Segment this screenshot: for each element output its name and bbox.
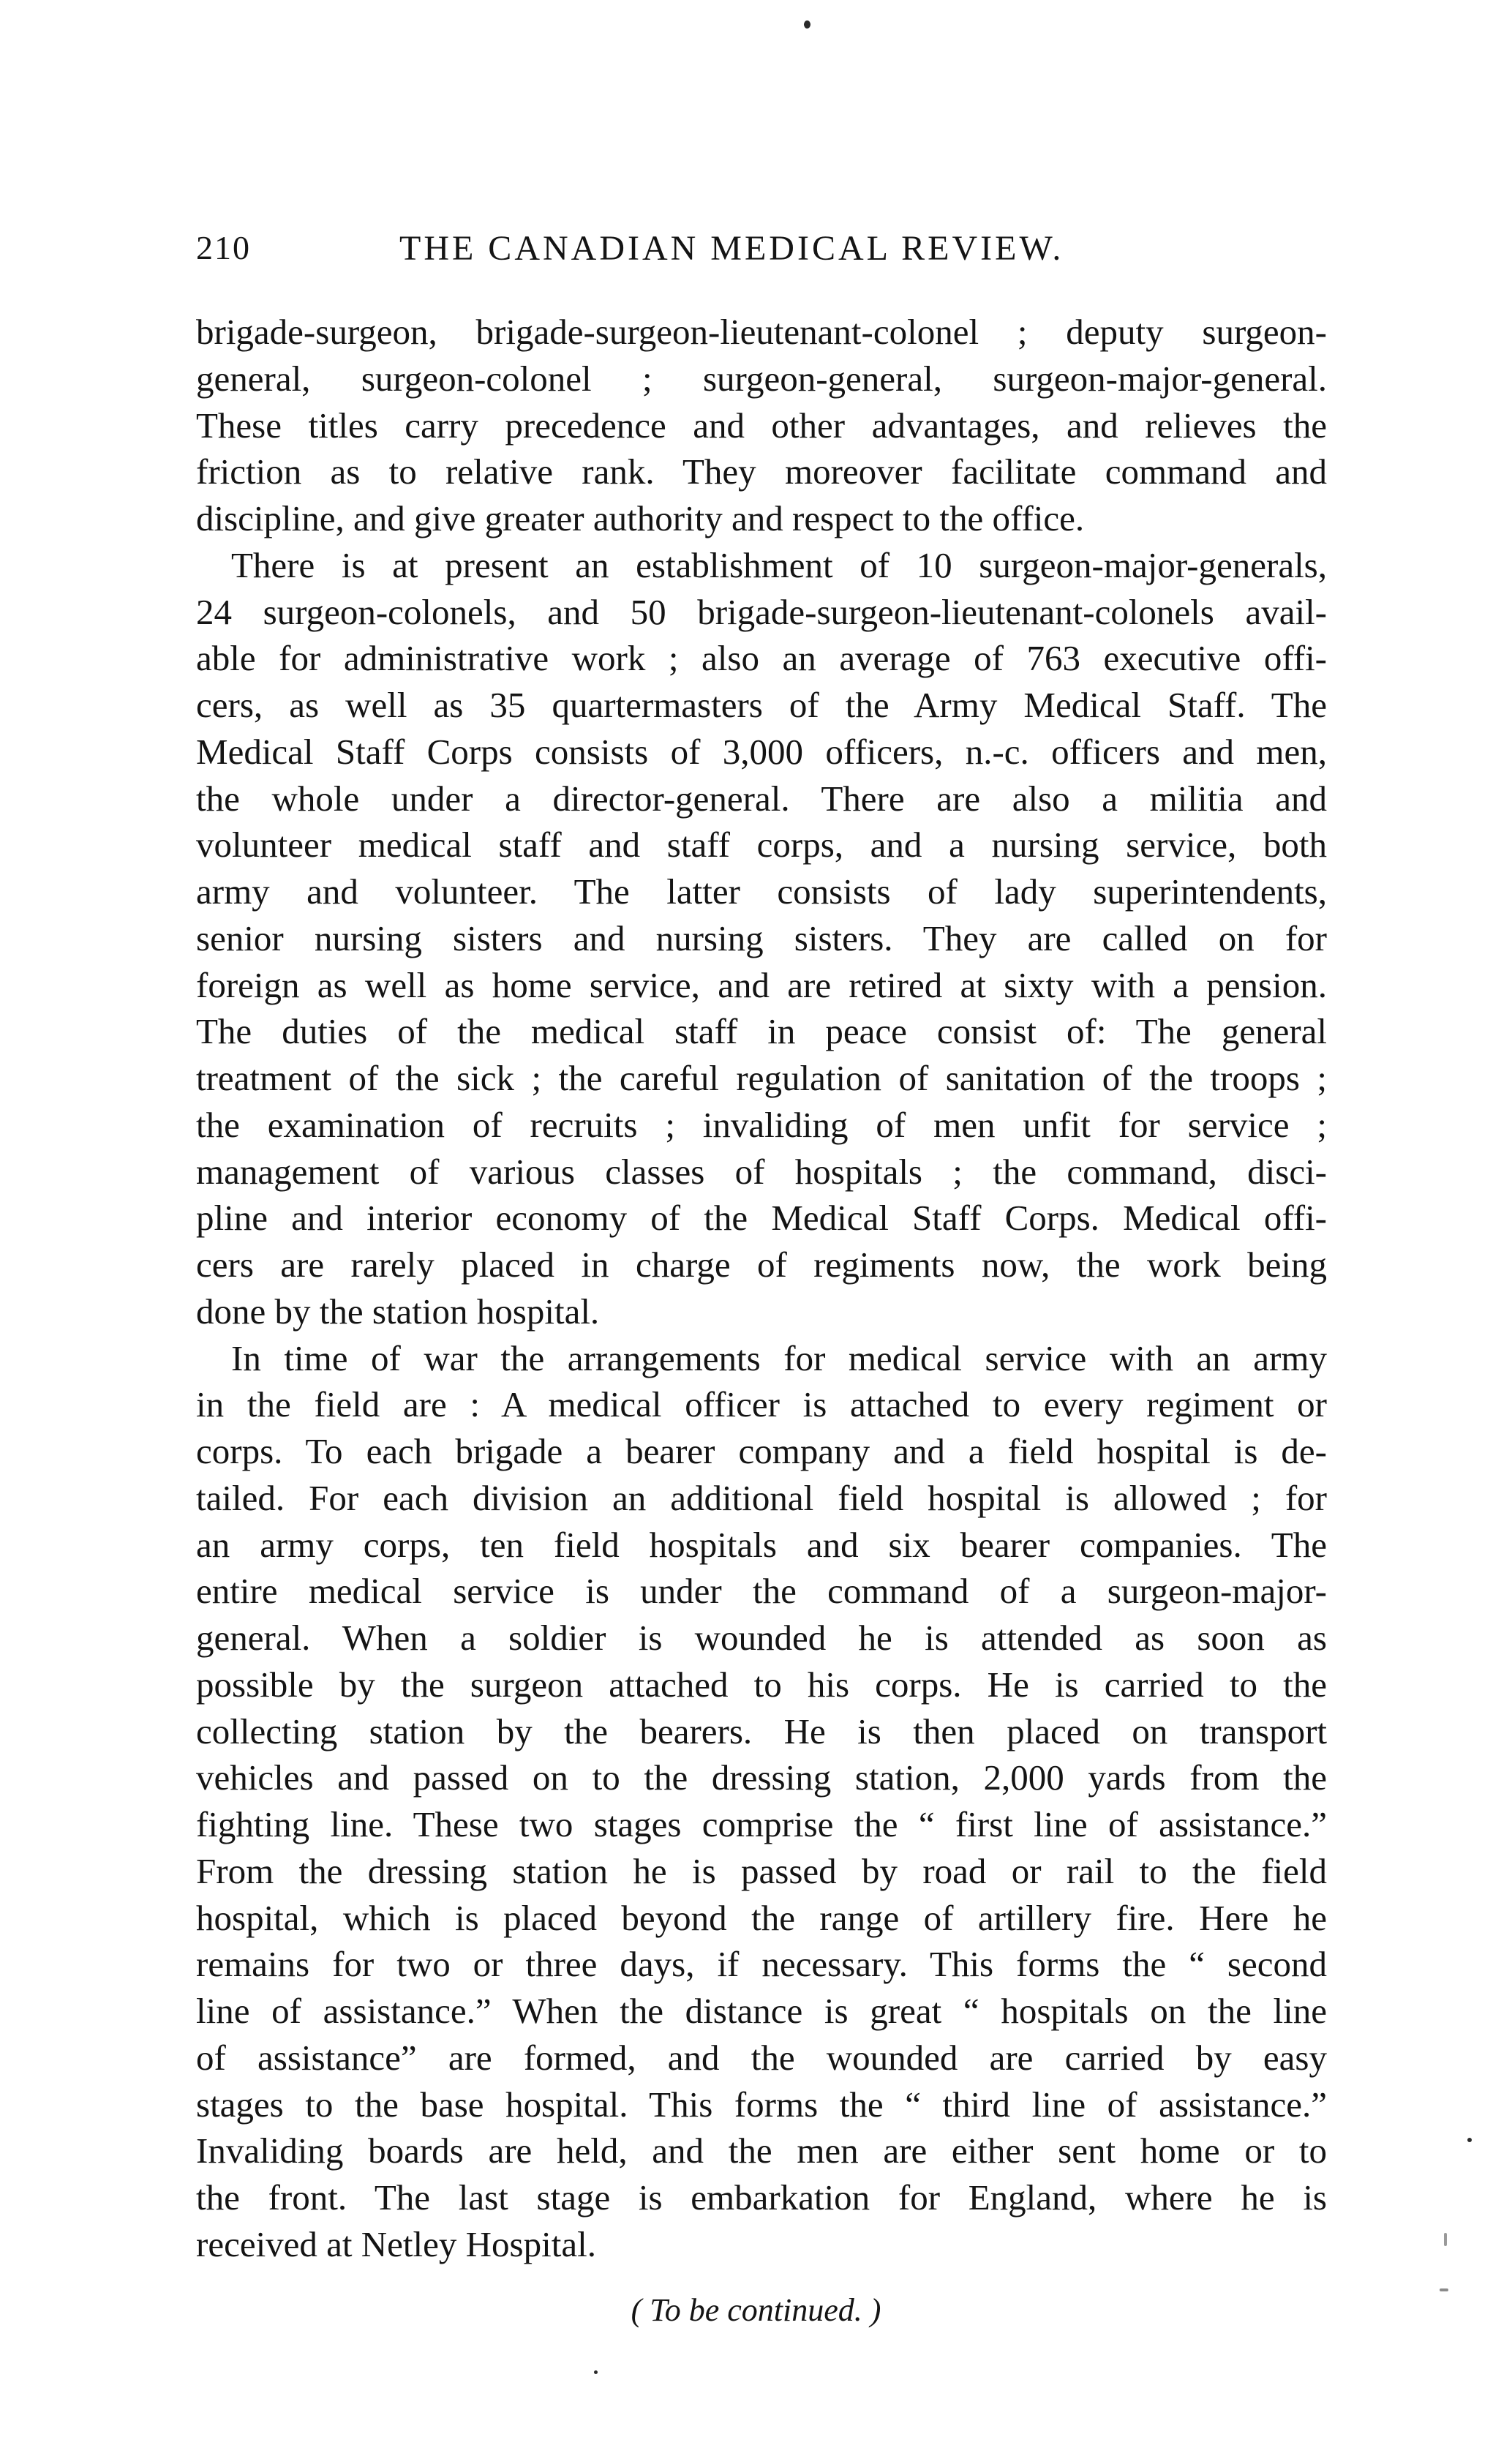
print-speck: [804, 20, 810, 29]
text-line: cers are rarely placed in charge of regiments now, the work being: [196, 1244, 1327, 1285]
margin-speck: [1444, 2233, 1447, 2246]
text-line: able for administrative work ; also an average of 763 executive offi-: [196, 638, 1327, 679]
journal-title: THE CANADIAN MEDICAL REVIEW.: [399, 229, 1064, 268]
text-line: cers, as well as 35 quartermasters of the Army Medical Staff. The: [196, 685, 1327, 725]
text-line: volunteer medical staff and staff corps, and a nursing service, both: [196, 825, 1327, 865]
page-number: 210: [196, 229, 251, 266]
text-line: in the field are : A medical officer is attached to every regiment or: [196, 1384, 1327, 1425]
text-line: stages to the base hospital. This forms the “ third line of assistance.”: [196, 2084, 1327, 2125]
text-line: army and volunteer. The latter consists of lady superintendents,: [196, 871, 1327, 912]
text-line: These titles carry precedence and other advantages, and relieves the: [196, 405, 1327, 446]
body-text: [196, 309, 1327, 2268]
text-line: collecting station by the bearers. He is then placed on transport: [196, 1711, 1327, 1751]
text-line: friction as to relative rank. They moreover facilitate command and: [196, 451, 1327, 492]
text-line: the examination of recruits ; invaliding of men unfit for service ;: [196, 1104, 1327, 1145]
margin-speck: [1467, 2138, 1472, 2142]
text-line: management of various classes of hospitals ; the command, disci-: [196, 1151, 1327, 1192]
text-line: vehicles and passed on to the dressing station, 2,000 yards from the: [196, 1757, 1327, 1798]
text-line: corps. To each brigade a bearer company and a field hospital is de-: [196, 1431, 1327, 1471]
text-line: received at Netley Hospital.: [196, 2223, 596, 2264]
text-line: brigade-surgeon, brigade-surgeon-lieutenant-colonel ; deputy surgeon-: [196, 312, 1327, 352]
text-line: 24 surgeon-colonels, and 50 brigade-surgeon-lieutenant-colonels avail-: [196, 591, 1327, 632]
text-line: From the dressing station he is passed by road or rail to the field: [196, 1850, 1327, 1891]
text-line: There is at present an establishment of 10 surgeon-major-generals,: [231, 544, 1327, 585]
margin-speck: [1440, 2288, 1448, 2291]
text-line: of assistance” are formed, and the wounded are carried by easy: [196, 2037, 1327, 2078]
text-line: remains for two or three days, if necessary. This forms the “ second: [196, 1944, 1327, 1985]
text-line: Invaliding boards are held, and the men are either sent home or to: [196, 2130, 1327, 2171]
continued-note: ( To be continued. ): [631, 2292, 881, 2328]
text-line: senior nursing sisters and nursing sisters. They are called on for: [196, 917, 1327, 958]
text-line: general. When a soldier is wounded he is attended as soon as: [196, 1618, 1327, 1658]
text-line: done by the station hospital.: [196, 1291, 600, 1332]
text-line: The duties of the medical staff in peace consist of: The general: [196, 1011, 1327, 1052]
text-line: an army corps, ten field hospitals and six bearer companies. The: [196, 1524, 1327, 1565]
text-line: foreign as well as home service, and are retired at sixty with a pension.: [196, 964, 1327, 1005]
text-line: treatment of the sick ; the careful regulation of sanitation of the troops ;: [196, 1058, 1327, 1098]
text-line: hospital, which is placed beyond the range of artillery fire. Here he: [196, 1897, 1327, 1938]
text-line: fighting line. These two stages comprise the “ first line of assistance.”: [196, 1804, 1327, 1844]
text-line: Medical Staff Corps consists of 3,000 officers, n.-c. officers and men,: [196, 731, 1327, 772]
text-line: the front. The last stage is embarkation for England, where he is: [196, 2177, 1327, 2218]
text-line: entire medical service is under the command of a surgeon-major-: [196, 1571, 1327, 1612]
text-line: possible by the surgeon attached to his corps. He is carried to the: [196, 1664, 1327, 1705]
text-line: the whole under a director-general. There are also a militia and: [196, 778, 1327, 819]
text-line: line of assistance.” When the distance is great “ hospitals on the line: [196, 1991, 1327, 2031]
text-line: pline and interior economy of the Medical Staff Corps. Medical offi-: [196, 1198, 1327, 1239]
print-speck: [594, 2370, 598, 2374]
text-line: tailed. For each division an additional field hospital is allowed ; for: [196, 1477, 1327, 1518]
text-line: general, surgeon-colonel ; surgeon-general, surgeon-major-general.: [196, 358, 1327, 399]
text-line: discipline, and give greater authority and respect to the office.: [196, 498, 1085, 538]
text-line: In time of war the arrangements for medical service with an army: [231, 1337, 1327, 1378]
running-head: [196, 228, 1125, 281]
